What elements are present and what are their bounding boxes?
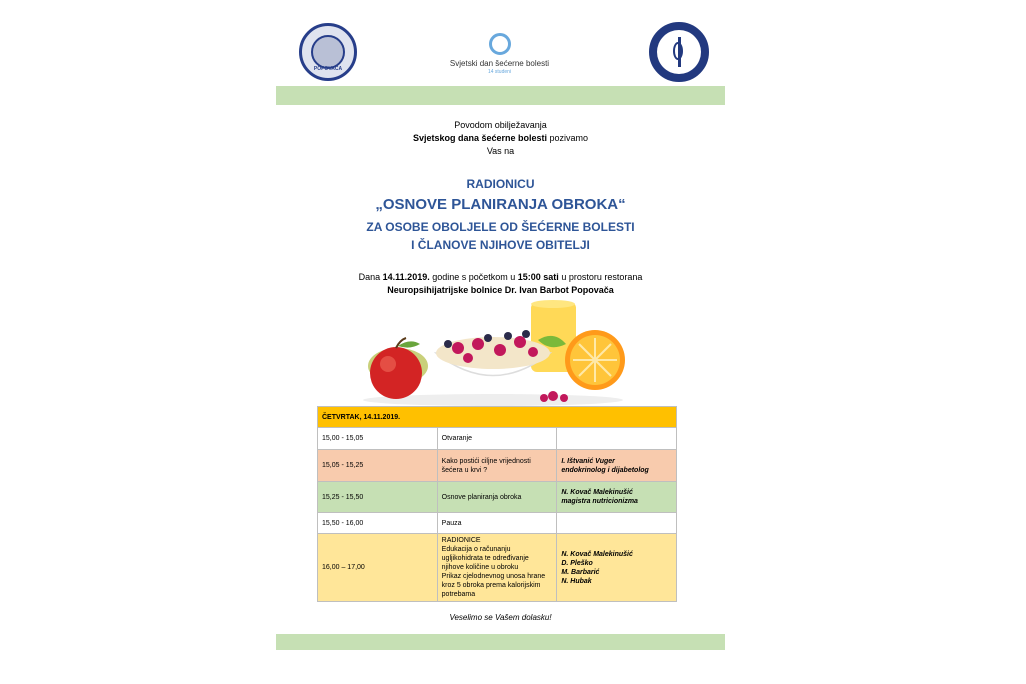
blue-circle-icon	[489, 33, 511, 55]
event-date-line: Dana 14.11.2019. godine s početkom u 15:00 sati u prostoru restorana	[358, 272, 643, 282]
diabetes-day-logo-subtitle: 14 studeni	[487, 69, 512, 75]
table-row	[318, 450, 677, 482]
hospital-logo	[299, 23, 357, 81]
session-topic: RADIONICE Edukacija o računanju ugljikohidrata te određivanje njihove količine u obroku Prikaz cjelodnevnog unosa hrane kroz 5 obroka prema kalorijskim potrebama	[437, 534, 557, 602]
title-line-3: ZA OSOBE OBOLJELE OD ŠEĆERNE BOLESTI	[366, 220, 635, 234]
top-green-band	[276, 86, 725, 105]
session-time: 15,00 - 15,05	[318, 428, 438, 450]
hospital-logo-text: POPOVAČA	[313, 66, 343, 72]
event-venue: Neuropsihijatrijske bolnice Dr. Ivan Barbot Popovača	[387, 285, 614, 295]
workshop-schedule-table	[317, 406, 677, 602]
intro-line-3: Vas na	[486, 146, 515, 156]
session-time: 15,50 - 16,00	[318, 513, 438, 534]
closing-message: Veselimo se Vašem dolasku!	[449, 613, 552, 622]
session-topic: Kako postići ciljne vrijednosti šećera u krvi ?	[437, 450, 557, 482]
intro-line-2: Svjetskog dana šećerne bolesti pozivamo	[412, 133, 589, 143]
session-presenter: I. Ištvanić Vuger endokrinolog i dijabetolog	[557, 450, 677, 482]
session-time: 15,05 - 15,25	[318, 450, 438, 482]
workshop-title: „OSNOVE PLANIRANJA OBROKA“	[375, 196, 626, 213]
session-presenter: N. Kovač Malekinušić magistra nutricionizma	[557, 482, 677, 513]
hospital-building-icon	[311, 35, 345, 69]
session-presenter: N. Kovač Malekinušić D. Pleško M. Barbarić N. Hubak	[557, 534, 677, 602]
session-topic: Pauza	[437, 513, 557, 534]
session-presenter	[557, 513, 677, 534]
table-row	[318, 534, 677, 602]
session-topic: Otvaranje	[437, 428, 557, 450]
table-row	[318, 428, 677, 450]
title-line-1: RADIONICU	[466, 177, 535, 191]
title-line-4: I ČLANOVE NJIHOVE OBITELJI	[411, 238, 590, 252]
table-row	[318, 482, 677, 513]
intro-line-1: Povodom obilježavanja	[454, 120, 547, 130]
table-row	[318, 513, 677, 534]
diabetes-day-logo-title: Svjetski dan šećerne bolesti	[449, 59, 550, 68]
diabetes-day-logo	[432, 33, 567, 75]
session-time: 15,25 - 15,50	[318, 482, 438, 513]
table-row	[318, 407, 677, 428]
bottom-green-band	[276, 634, 725, 650]
schedule-day: ČETVRTAK, 14.11.2019.	[318, 407, 677, 428]
session-time: 16,00 – 17,00	[318, 534, 438, 602]
medical-chamber-logo	[649, 22, 709, 82]
healthy-breakfast-illustration	[348, 298, 638, 408]
session-topic: Osnove planiranja obroka	[437, 482, 557, 513]
session-presenter	[557, 428, 677, 450]
